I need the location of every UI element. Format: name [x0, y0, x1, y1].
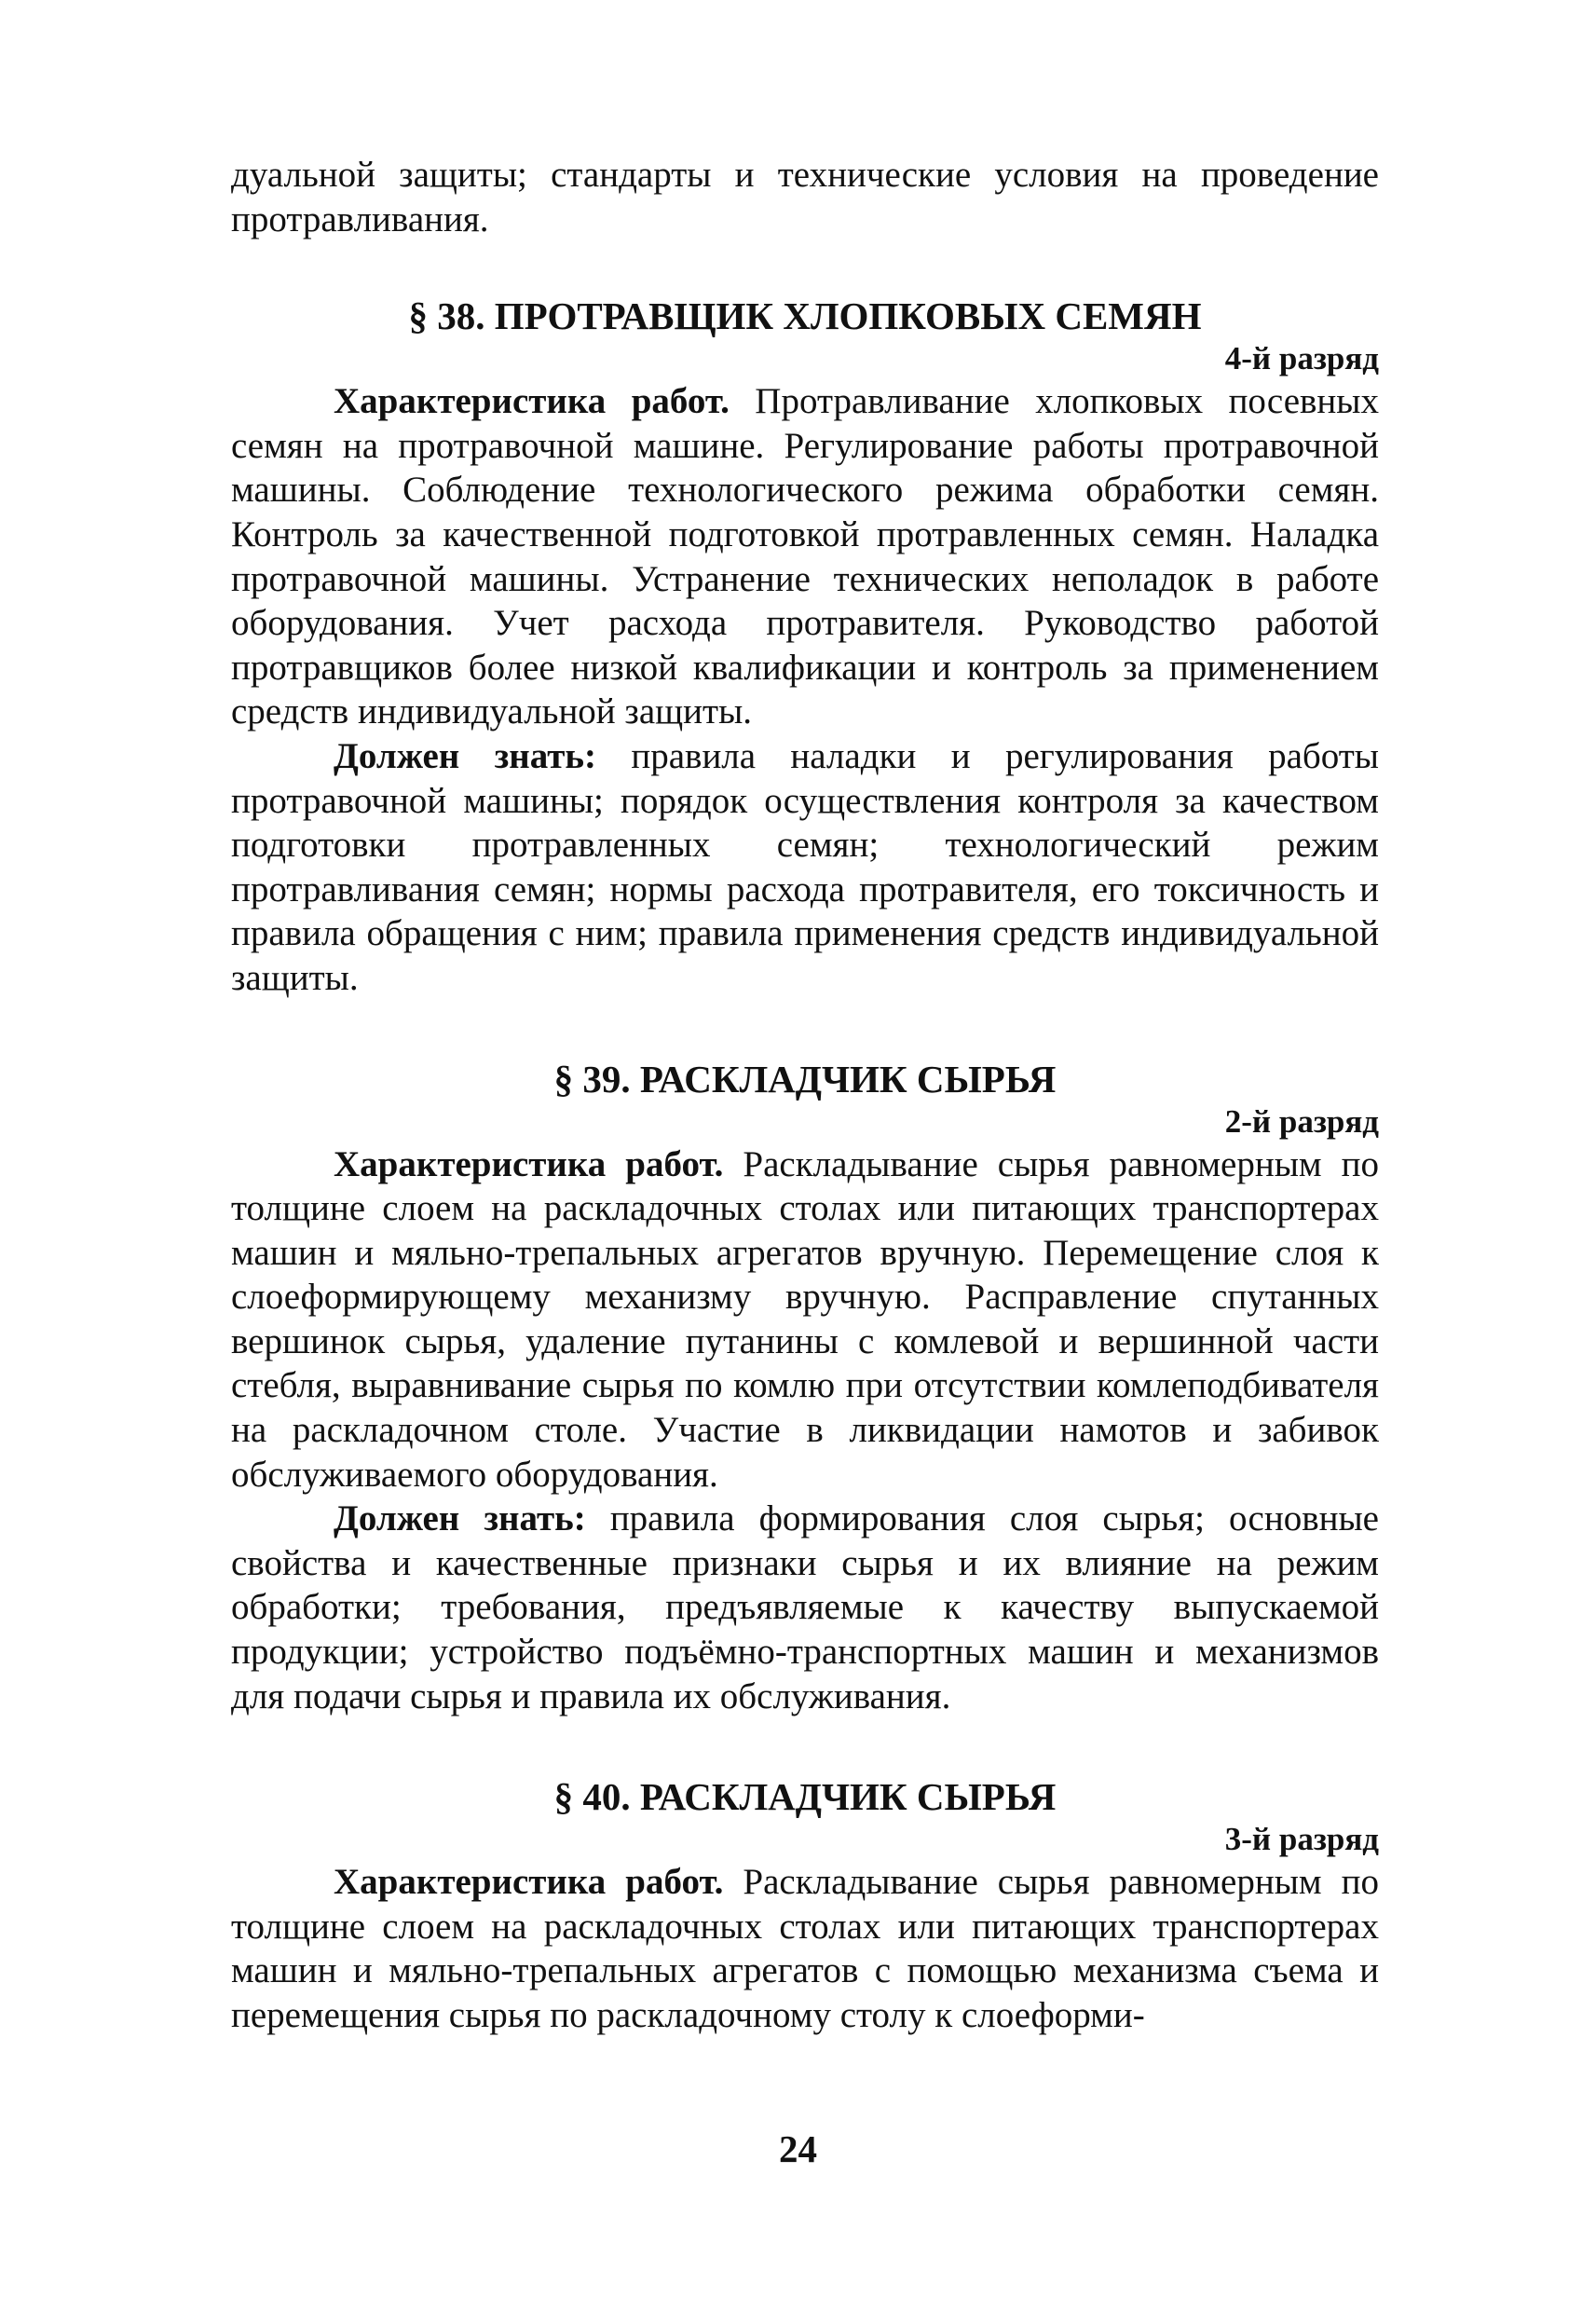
page-content: [231, 153, 1379, 2038]
section-39-grade: 2-й разряд: [1224, 1102, 1379, 1140]
characteristic-label: Характеристика работ.: [334, 381, 730, 422]
section-40-title: § 40. РАСКЛАДЧИК СЫРЬЯ: [553, 1775, 1057, 1819]
section-40-grade: 3-й разряд: [1224, 1821, 1379, 1858]
characteristic-text: Раскладывание сырья равномерным по толщине слоем на раскладочных столах или питающих транспортерах машин и мяльно-трепальных агрегатов с помощью механизма съема и перемещения сырья по раскладочному столу к слоеформи-: [231, 1862, 1379, 2035]
section-38-grade: 4-й разряд: [1224, 340, 1379, 377]
characteristic-text: Раскладывание сырья равномерным по толщине слоем на раскладочных столах или питающих транспортерах машин и мяльно-трепальных агрегатов вручную. Перемещение слоя к слоеформирующему механизму вручную. Расправление спутанных вершинок сырья, удаление путанины с комлевой и вершинной части стебля, выравнивание сырья по комлю при отсутствии комлеподбивателя на раскладочном столе. Участие в ликвидации намотов и забивок обслуживаемого оборудования.: [231, 1143, 1379, 1495]
characteristic-text: Протравливание хлопковых посевных семян на протравочной машине. Регулирование работы протравочной машины. Соблюдение технологического режима обработки семян. Контроль за качественной подготовкой протравленных семян. Наладка протравочной машины. Устранение технических неполадок в работе оборудования. Учет расхода протравителя. Руководство работой протравщиков более низкой квалификации и контроль за применением средств индивидуальной защиты.: [231, 381, 1379, 732]
section-40-characteristic: [231, 1860, 1379, 2037]
knowledge-label: Должен знать:: [334, 1498, 586, 1539]
section-38-knowledge: [231, 734, 1379, 1001]
knowledge-text: правила наладки и регулирования работы протравочной машины; порядок осуществления контроля за качеством подготовки протравленных семян; технологический режим протравливания семян; нормы расхода протравителя, его токсичность и правила обращения с ним; правила применения средств индивидуальной защиты.: [231, 735, 1379, 998]
section-39-title: § 39. РАСКЛАДЧИК СЫРЬЯ: [553, 1057, 1057, 1101]
knowledge-text: правила формирования слоя сырья; основные свойства и качественные признаки сырья и их влияние на режим обработки; требования, предъявляемые к качеству выпускаемой продукции; устройство подъёмно-транспортных машин и механизмов для подачи сырья и правила их обслуживания.: [231, 1498, 1379, 1716]
section-38-characteristic: [231, 379, 1379, 734]
page-number: 24: [779, 2127, 817, 2170]
intro-paragraph: дуальной защиты; стандарты и технические условия на проведение протравливания.: [231, 155, 1379, 239]
section-39-characteristic: [231, 1142, 1379, 1497]
section-38-title: § 38. ПРОТРАВЩИК ХЛОПКОВЫХ СЕМЯН: [408, 294, 1202, 338]
knowledge-label: Должен знать:: [334, 735, 596, 776]
characteristic-label: Характеристика работ.: [334, 1143, 724, 1184]
characteristic-label: Характеристика работ.: [334, 1862, 724, 1903]
section-39-knowledge: [231, 1497, 1379, 1718]
